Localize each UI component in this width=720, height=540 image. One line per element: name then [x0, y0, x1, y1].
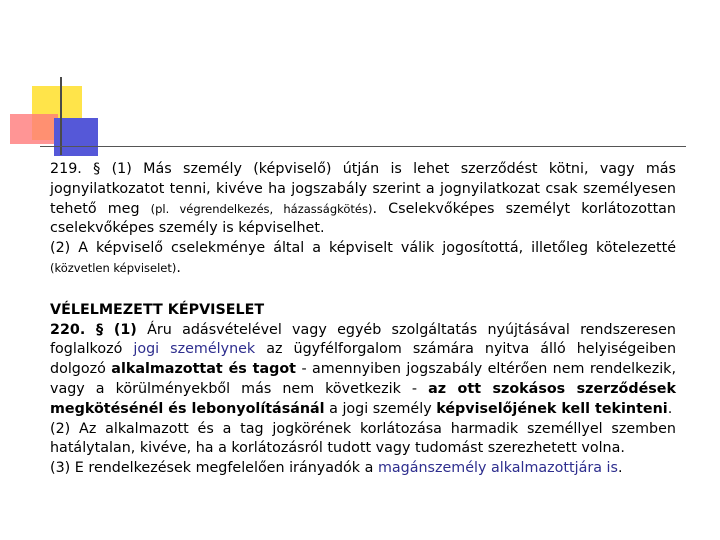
section-220-text-b: az ügyfélforgalom számára nyitva álló helyiségeiben dolgozó [50, 341, 677, 378]
section-219-paragraph-1 [50, 160, 676, 239]
section-220-number: 220. § (1) [50, 321, 137, 338]
section-220-bold-2: az ott szokásos szerződések megkötésénél és lebonyolításánál [50, 380, 676, 417]
section-219-text-b: . Cselekvőképes személyt korlátozottan cselekvőképes személy is képviselhet. [50, 200, 676, 237]
section-219-text-a: Más személy (képviselő) útján is lehet szerződést kötni, vagy más jognyilatkozatot tenni, kivéve ha jogszabály szerint a jognyilatkozat csak személyesen tehető meg [50, 161, 677, 217]
section-220-paragraph-2 [50, 420, 676, 460]
section-220-paragraph-1 [50, 321, 676, 420]
section-220-bold-1: alkalmazottat és tagot [111, 361, 297, 378]
section-220-p2-text: (2) Az alkalmazott és a tag jogkörének korlátozása harmadik személlyel szemben hatálytalan, kivéve, ha a korlátozásról tudott vagy tudomást szerezhetett volna. [50, 420, 676, 457]
section-219-note-2: (közvetlen képviselet) [50, 260, 177, 275]
title-divider-line [40, 146, 686, 147]
section-219-p2-end: . [176, 259, 181, 276]
maganszemely-link[interactable]: magánszemély alkalmazottjára is [377, 460, 618, 477]
section-220-text-a: Áru adásvételével vagy egyéb szolgáltatás nyújtásával rendszeresen foglalkozó [50, 321, 676, 358]
slide-body [50, 160, 676, 479]
decorative-vertical-line [60, 77, 62, 155]
section-220-text-c: - amennyiben jogszabály eltérően nem rendelkezik, vagy a körülményekből más nem következik - [50, 361, 677, 397]
jogi-szemely-link[interactable]: jogi személynek [133, 341, 256, 358]
section-219-note-1: (pl. végrendelkezés, házasságkötés) [150, 201, 373, 216]
section-219-p2-text: (2) A képviselő cselekménye által a képviselt válik jogosítottá, illetőleg kötelezetté [50, 240, 676, 257]
section-219-number: 219. § (1) [50, 161, 132, 177]
section-220-p3-text: (3) E rendelkezések megfelelően irányadók a [50, 460, 374, 477]
section-220-text-d: a jogi személy [329, 400, 432, 417]
section-219-paragraph-2 [50, 239, 676, 279]
decorative-red-square [10, 114, 58, 144]
section-220-bold-3: képviselőjének kell tekinteni [436, 400, 668, 417]
section-heading [50, 301, 676, 321]
section-220-p3-end: . [617, 460, 623, 477]
section-220-paragraph-3 [50, 459, 676, 479]
heading-text: VÉLELMEZETT KÉPVISELET [50, 301, 265, 318]
section-220-text-e: . [667, 400, 673, 417]
